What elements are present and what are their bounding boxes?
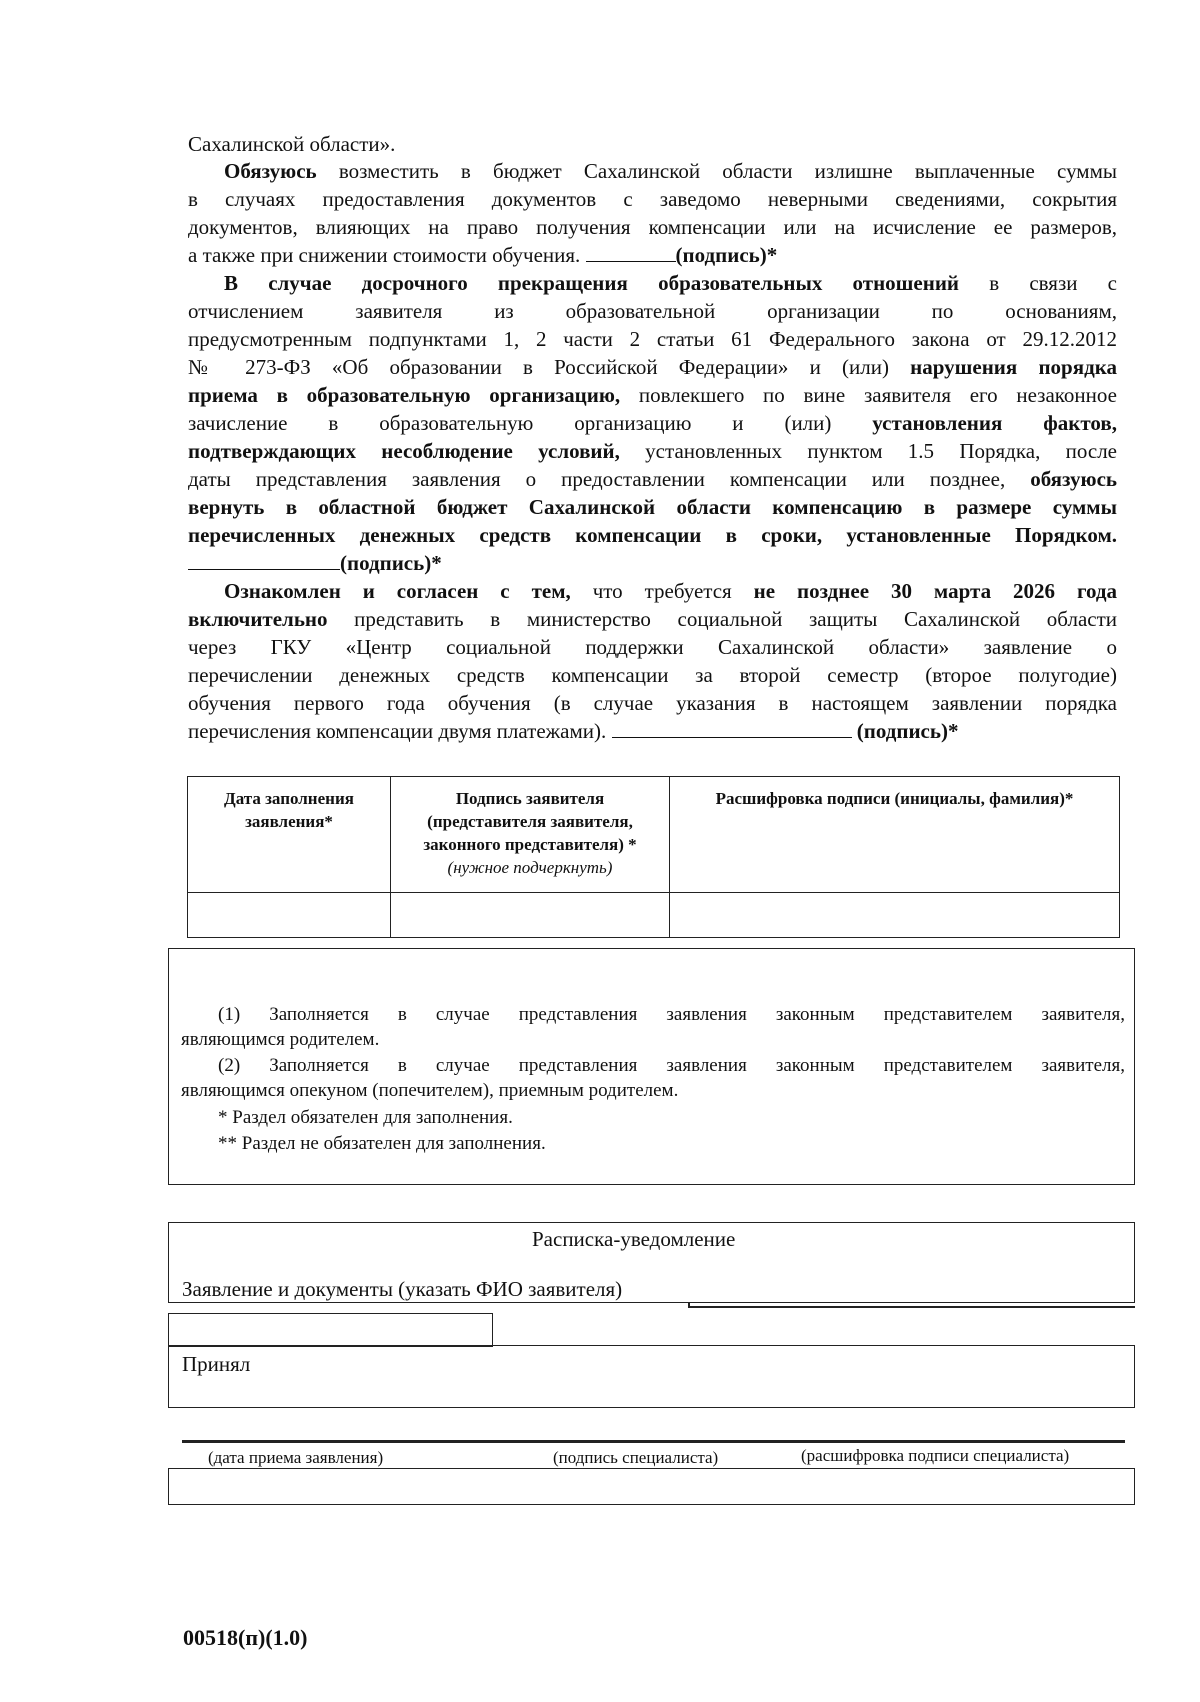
signature-header: Подпись заявителя (представителя заявителя, законного представителя) * (нужное подчеркнуть) xyxy=(391,777,670,893)
p2-line-7: подтверждающих несоблюдение условий, установленных пунктом 1.5 Порядка, после xyxy=(188,439,1117,463)
p2-line-9: вернуть в областной бюджет Сахалинской области компенсацию в размере суммы xyxy=(188,495,1117,519)
receipt-title: Расписка-уведомление xyxy=(532,1227,736,1251)
applicant-name-field[interactable] xyxy=(168,1313,493,1347)
form-code: 00518(п)(1.0) xyxy=(183,1625,308,1650)
signature-table xyxy=(187,776,1120,938)
applicant-name-line[interactable] xyxy=(688,1306,1135,1308)
decode-header: Расшифровка подписи (инициалы, фамилия)* xyxy=(670,777,1120,893)
note-1-line-1: (1) Заполняется в случае представления заявления законным представителем заявителя, xyxy=(218,1004,1125,1025)
decode-cell[interactable] xyxy=(670,893,1120,938)
bottom-empty-box[interactable] xyxy=(168,1468,1135,1505)
note-4: ** Раздел не обязателен для заполнения. xyxy=(218,1133,546,1154)
date-cell[interactable] xyxy=(188,893,391,938)
p3-line-1: Ознакомлен и согласен с тем, что требуется не позднее 30 марта 2026 года xyxy=(224,579,1117,603)
specialist-sign-line[interactable] xyxy=(182,1440,1125,1443)
p2-line-8: даты представления заявления о предоставлении компенсации или позднее, обязуюсь xyxy=(188,467,1117,491)
signature-cell[interactable] xyxy=(391,893,670,938)
p2-line-6: зачисление в образовательную организацию и (или) установления фактов, xyxy=(188,411,1117,435)
p3-line-6: перечисления компенсации двумя платежами). (подпись)* xyxy=(188,719,959,743)
p1-line-3: документов, влияющих на право получения компенсации или на исчисление ее размеров, xyxy=(188,215,1117,239)
p3-line-5: обучения первого года обучения (в случае указания в настоящем заявлении порядка xyxy=(188,691,1117,715)
docs-label: Заявление и документы (указать ФИО заявителя) xyxy=(182,1277,623,1301)
p3-line-3: через ГКУ «Центр социальной поддержки Сахалинской области» заявление о xyxy=(188,635,1117,659)
caption-decode: (расшифровка подписи специалиста) xyxy=(801,1446,1070,1465)
caption-sign: (подпись специалиста) xyxy=(553,1448,719,1467)
accepted-box xyxy=(168,1345,1135,1408)
p1-line-1: Обязуюсь возместить в бюджет Сахалинской области излишне выплаченные суммы xyxy=(224,159,1117,183)
p3-line-2: включительно представить в министерство социальной защиты Сахалинской области xyxy=(188,607,1117,631)
p2-line-4: № 273-ФЗ «Об образовании в Российской Федерации» и (или) нарушения порядка xyxy=(188,355,1117,379)
p2-line-1: В случае досрочного прекращения образовательных отношений в связи с xyxy=(224,271,1117,295)
p3-line-4: перечислении денежных средств компенсации за второй семестр (второе полугодие) xyxy=(188,663,1117,687)
p1-line-4: а также при снижении стоимости обучения. (подпись)* xyxy=(188,243,778,267)
caption-date: (дата приема заявления) xyxy=(208,1448,384,1467)
p1-line-2: в случаях предоставления документов с заведомо неверными сведениями, сокрытия xyxy=(188,187,1117,211)
note-2-line-1: (2) Заполняется в случае представления заявления законным представителем заявителя, xyxy=(218,1055,1125,1076)
p2-line-2: отчислением заявителя из образовательной организации по основаниям, xyxy=(188,299,1117,323)
note-2-line-2: являющимся опекуном (попечителем), приемным родителем. xyxy=(181,1080,679,1101)
accepted-label: Принял xyxy=(182,1352,251,1376)
p2-line-10: перечисленных денежных средств компенсации в сроки, установленные Порядком. xyxy=(188,523,1117,547)
p2-line-11: (подпись)* xyxy=(188,549,442,577)
signature-blank[interactable] xyxy=(188,568,340,570)
date-header: Дата заполнения заявления* xyxy=(188,777,391,893)
line-tick xyxy=(688,1302,690,1307)
note-underline: (нужное подчеркнуть) xyxy=(447,858,613,877)
signature-blank[interactable] xyxy=(612,736,852,738)
note-3: * Раздел обязателен для заполнения. xyxy=(218,1107,513,1128)
signature-blank[interactable] xyxy=(586,260,676,262)
note-1-line-2: являющимся родителем. xyxy=(181,1029,380,1050)
p1-line-0: Сахалинской области». xyxy=(188,132,396,156)
p2-line-3: предусмотренным подпунктами 1, 2 части 2 статьи 61 Федерального закона от 29.12.2012 xyxy=(188,327,1117,351)
p2-line-5: приема в образовательную организацию, повлекшего по вине заявителя его незаконное xyxy=(188,383,1117,407)
